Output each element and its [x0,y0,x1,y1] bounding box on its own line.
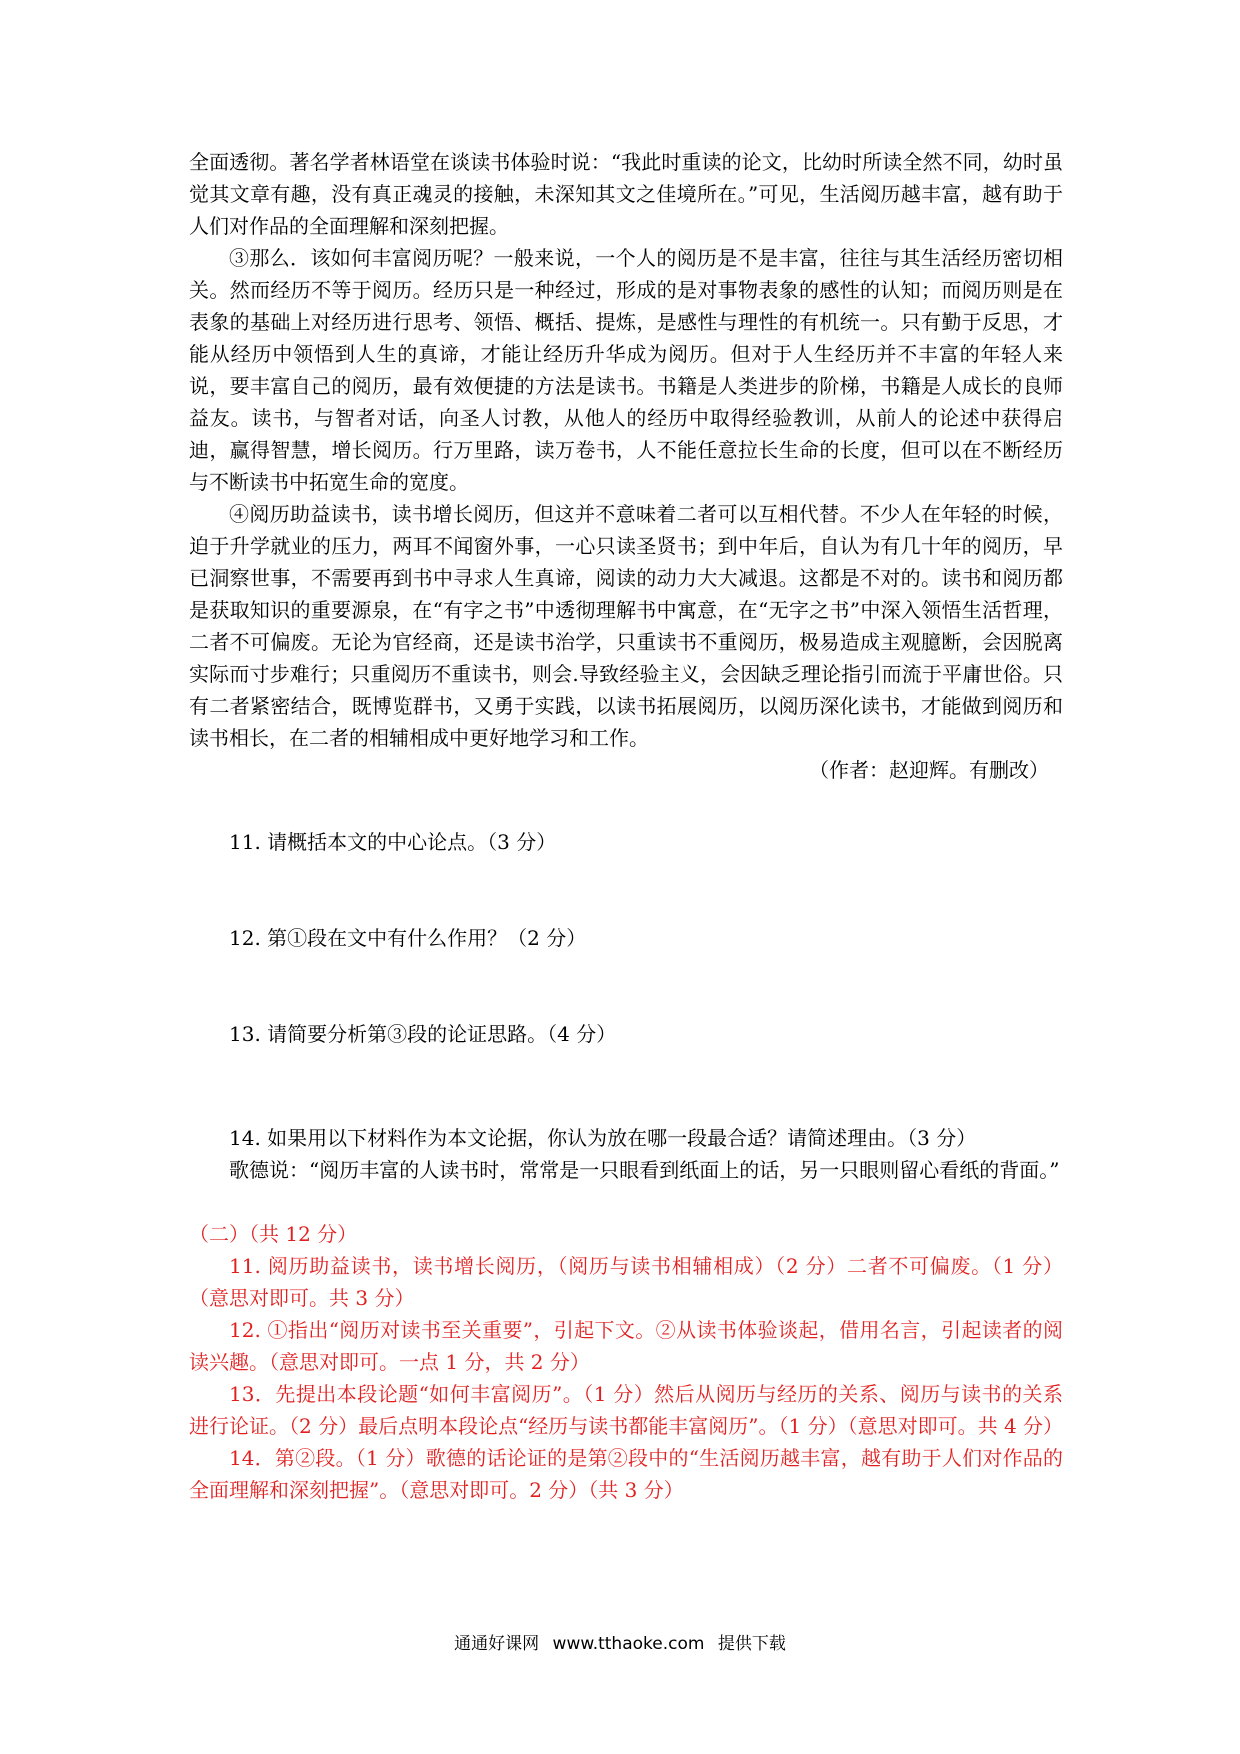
footer-url[interactable]: www.tthaoke.com [552,1634,705,1654]
question-13: 13. 请简要分析第③段的论证思路。（4 分） [229,1022,617,1046]
answer-12: 12. ①指出“阅历对读书至关重要”，引起下文。②从读书体验谈起，借用名言，引起读者的阅读兴趣。（意思对即可。一点 1 分，共 2 分） [189,1318,1063,1374]
article-body [189,146,1063,786]
answer-key [189,1218,1063,1506]
footer-suffix: 提供下载 [717,1634,786,1654]
question-14-material: 歌德说：“阅历丰富的人读书时，常常是一只眼看到纸面上的话，另一只眼则留心看纸的背面。” [229,1158,1060,1182]
article-paragraph-4: ④阅历助益读书，读书增长阅历，但这并不意味着二者可以互相代替。不少人在年轻的时候，迫于升学就业的压力，两耳不闻窗外事，一心只读圣贤书；到中年后，自认为有几十年的阅历，早已洞察世事，不需要再到书中寻求人生真谛，阅读的动力大大减退。这都是不对的。读书和阅历都是获取知识的重要源泉，在“有字之书”中透彻理解书中寓意，在“无字之书”中深入领悟生活哲理，二者不可偏废。无论为官经商，还是读书治学，只重读书不重阅历，极易造成主观臆断，会因脱离实际而寸步难行；只重阅历不重读书，则会.导致经验主义，会因缺乏理论指引而流于平庸世俗。只有二者紧密结合，既博览群书，又勇于实践，以读书拓展阅历，以阅历深化读书，才能做到阅历和读书相长，在二者的相辅相成中更好地学习和工作。 [189,502,1063,750]
answer-section-heading: （二）（共 12 分） [189,1222,358,1246]
page-footer [0,1632,1240,1656]
answer-13: 13．先提出本段论题“如何丰富阅历”。（1 分）然后从阅历与经历的关系、阅历与读书的关系进行论证。（2 分）最后点明本段论点“经历与读书都能丰富阅历”。（1 分）（意思对即可。共 4 分） [189,1382,1064,1438]
article-paragraph-3: ③那么．该如何丰富阅历呢？一般来说，一个人的阅历是不是丰富，往往与其生活经历密切相关。然而经历不等于阅历。经历只是一种经过，形成的是对事物表象的感性的认知；而阅历则是在表象的基础上对经历进行思考、领悟、概括、提炼，是感性与理性的有机统一。只有勤于反思，才能从经历中领悟到人生的真谛，才能让经历升华成为阅历。但对于人生经历并不丰富的年轻人来说，要丰富自己的阅历，最有效便捷的方法是读书。书籍是人类进步的阶梯，书籍是人成长的良师益友。读书，与智者对话，向圣人讨教，从他人的经历中取得经验教训，从前人的论述中获得启迪，赢得智慧，增长阅历。行万里路，读万卷书，人不能任意拉长生命的长度，但可以在不断经历与不断读书中拓宽生命的宽度。 [189,246,1063,494]
footer-site-name: 通通好课网 [454,1634,540,1654]
question-11: 11. 请概括本文的中心论点。（3 分） [229,830,557,854]
article-paragraph-2-tail: 全面透彻。著名学者林语堂在谈读书体验时说：“我此时重读的论文，比幼时所读全然不同，幼时虽觉其文章有趣，没有真正魂灵的接触，未深知其文之佳境所在。”可见，生活阅历越丰富，越有助于人们对作品的全面理解和深刻把握。 [189,150,1063,238]
answer-11: 11. 阅历助益读书，读书增长阅历，（阅历与读书相辅相成）（2 分）二者不可偏废。（1 分）（意思对即可。共 3 分） [189,1254,1063,1310]
question-14: 14. 如果用以下材料作为本文论据，你认为放在哪一段最合适？请简述理由。（3 分） [229,1126,977,1150]
article-source: （作者：赵迎辉。有删改） [809,758,1049,782]
question-12: 12. 第①段在文中有什么作用？（2 分） [229,926,587,950]
answer-14: 14．第②段。（1 分）歌德的话论证的是第②段中的“生活阅历越丰富，越有助于人们对作品的全面理解和深刻把握”。（意思对即可。2 分）（共 3 分） [189,1446,1063,1502]
